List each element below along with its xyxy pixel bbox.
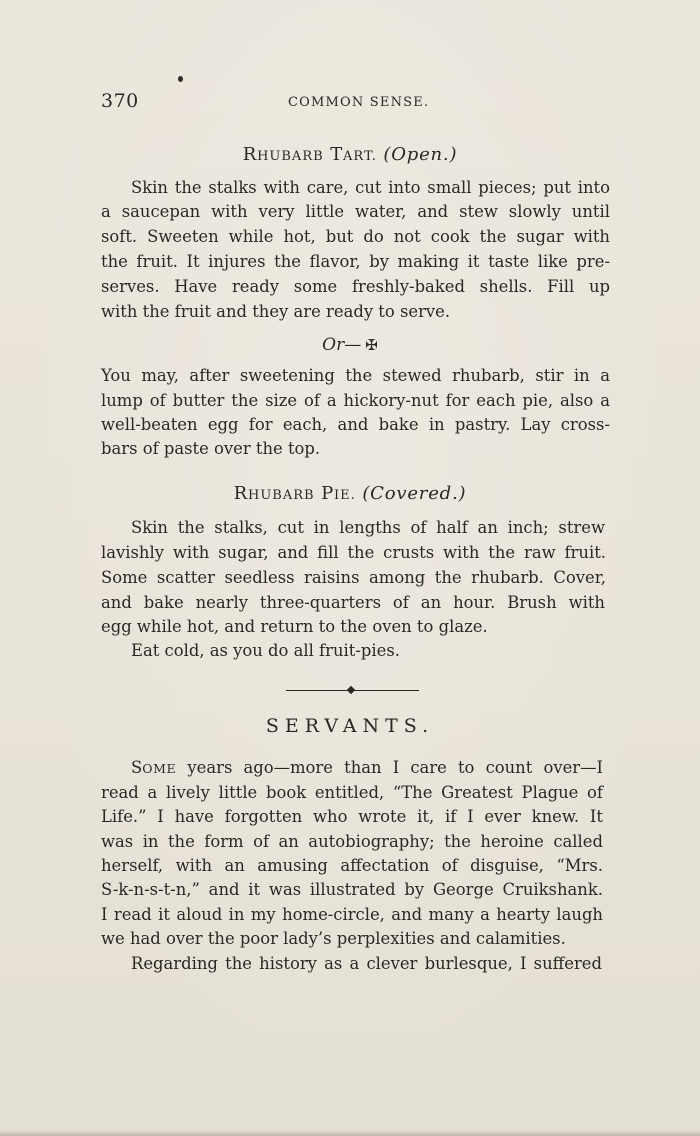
paragraph-line xyxy=(131,756,603,781)
page-bottom-edge xyxy=(0,1130,700,1136)
paragraph-line: herself, with an amusing affectation of disguise, “Mrs. xyxy=(101,856,603,875)
heading-word1-rest: HUBARB xyxy=(248,488,315,503)
or-label: Or— xyxy=(322,335,362,355)
cross-ornament-icon: ✠ xyxy=(365,336,378,354)
page-header xyxy=(0,90,700,116)
heading-word1-rest: HUBARB xyxy=(257,149,324,164)
paragraph-line: Some scatter seedless raisins among the rhubarb. Cover, xyxy=(101,568,606,587)
paragraph-line: read a lively little book entitled, “The Greatest Plague of xyxy=(101,783,603,802)
paragraph-line: Skin the stalks with care, cut into small pieces; put into xyxy=(131,178,610,197)
first-line-rest: years ago—more than I care to count over—I xyxy=(187,758,603,777)
first-word-cap: S xyxy=(131,758,143,777)
rhubarb-pie-heading xyxy=(0,483,700,504)
paragraph-line: Life.” I have forgotten who wrote it, if I ever knew. It xyxy=(101,807,603,826)
paragraph-line: Eat cold, as you do all fruit-pies. xyxy=(131,641,400,660)
heading-word2-cap: T xyxy=(330,144,343,165)
paragraph-line: was in the form of an autobiography; the heroine called xyxy=(101,832,603,851)
or-divider xyxy=(0,335,700,355)
rhubarb-tart-heading xyxy=(0,144,700,165)
paragraph-line: bars of paste over the top. xyxy=(101,439,321,458)
heading-word1-cap: R xyxy=(233,483,249,504)
running-head: COMMON SENSE. xyxy=(288,95,430,110)
paragraph-line: and bake nearly three-quarters of an hour. Brush with xyxy=(101,593,605,612)
paragraph-line: the fruit. It injures the flavor, by making it taste like pre- xyxy=(101,252,610,271)
paragraph-line: we had over the poor lady’s perplexities and calamities. xyxy=(101,929,566,948)
paragraph-line: egg while hot, and return to the oven to glaze. xyxy=(101,617,488,636)
section-divider xyxy=(286,690,419,691)
paragraph-line: I read it aloud in my home-circle, and many a hearty laugh xyxy=(101,905,603,924)
heading-word1-cap: R xyxy=(242,144,258,165)
first-word-rest: OME xyxy=(142,761,177,776)
paragraph-line: with the fruit and they are ready to serve. xyxy=(101,302,451,321)
paragraph-line: serves. Have ready some freshly-baked shells. Fill up xyxy=(101,277,610,296)
section-title: SERVANTS. xyxy=(265,715,435,737)
paragraph-line: S-k-n-s-t-n,” and it was illustrated by George Cruikshank. xyxy=(101,880,603,899)
paragraph-line: Skin the stalks, cut in lengths of half an inch; strew xyxy=(131,518,605,537)
ink-speck xyxy=(178,76,183,82)
paragraph-line: lump of butter the size of a hickory-nut for each pie, also a xyxy=(101,391,610,410)
paragraph-line: You may, after sweetening the stewed rhubarb, stir in a xyxy=(101,366,610,385)
heading-qualifier: (Open.) xyxy=(383,144,458,165)
paragraph-line: a saucepan with very little water, and stew slowly until xyxy=(101,202,610,221)
heading-word2-cap: P xyxy=(321,483,335,504)
paragraph-line: lavishly with sugar, and fill the crusts with the raw fruit. xyxy=(101,543,606,562)
heading-word2-rest: ART. xyxy=(343,149,377,164)
page-number: 370 xyxy=(101,90,139,112)
paragraph-line: Regarding the history as a clever burlesque, I suffered xyxy=(131,954,602,973)
paragraph-line: soft. Sweeten while hot, but do not cook the sugar with xyxy=(101,227,610,246)
heading-word2-rest: IE. xyxy=(334,488,356,503)
paragraph-line: well-beaten egg for each, and bake in pastry. Lay cross- xyxy=(101,415,610,434)
heading-qualifier: (Covered.) xyxy=(362,483,467,504)
diamond-ornament-icon xyxy=(347,686,355,694)
